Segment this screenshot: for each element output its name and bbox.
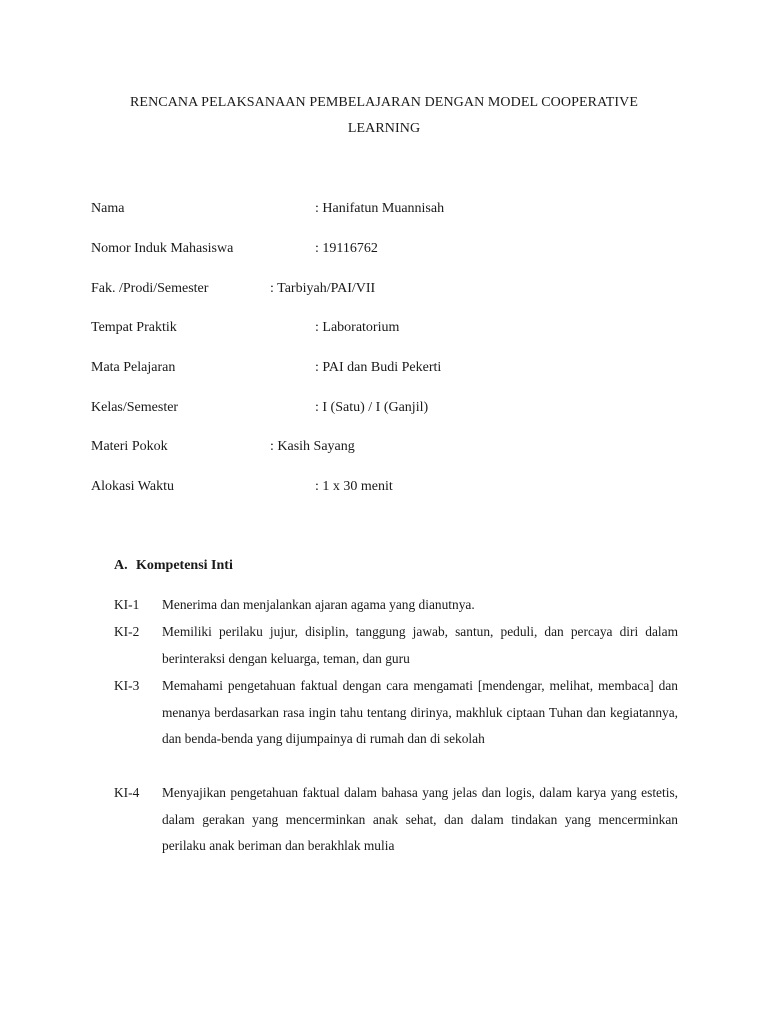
- ki-text: Menerima dan menjalankan ajaran agama yang dianutnya.: [162, 597, 475, 612]
- identity-value: : 19116762: [315, 241, 378, 256]
- ki-item: [114, 592, 678, 619]
- identity-value: : Hanifatun Muannisah: [315, 201, 445, 216]
- identity-value: : I (Satu) / I (Ganjil): [315, 400, 429, 415]
- identity-label: Fak. /Prodi/Semester: [91, 281, 209, 296]
- ki-text: Memahami pengetahuan faktual dengan cara mengamati [mendengar, melihat, membaca] dan menanya berdasarkan rasa ingin tahu tentang dirinya, makhluk ciptaan Tuhan dan kegiatannya, dan benda-benda yang dijumpainya di rumah dan di sekolah: [162, 678, 678, 746]
- document-title: [90, 90, 678, 142]
- identity-label: Kelas/Semester: [91, 400, 179, 415]
- title-line-1: RENCANA PELAKSANAAN PEMBELAJARAN DENGAN MODEL COOPERATIVE: [129, 95, 639, 110]
- ki-text: Menyajikan pengetahuan faktual dalam bahasa yang jelas dan logis, dalam karya yang estetis, dalam gerakan yang mencerminkan anak sehat, dan dalam tindakan yang mencerminkan perilaku anak beriman dan berakhlak mulia: [162, 785, 678, 853]
- section-heading-kompetensi-inti: [114, 556, 233, 576]
- identity-label: Tempat Praktik: [91, 320, 177, 335]
- identity-label: Mata Pelajaran: [91, 360, 176, 375]
- ki-code: KI-3: [114, 678, 140, 693]
- ki-item: [114, 780, 678, 860]
- identity-value: : PAI dan Budi Pekerti: [315, 360, 442, 375]
- ki-code: KI-2: [114, 624, 140, 639]
- ki-item: [114, 673, 678, 753]
- ki-item: [114, 619, 678, 672]
- ki-text: Memiliki perilaku jujur, disiplin, tanggung jawab, santun, peduli, dan percaya diri dalam berinteraksi dengan keluarga, teman, dan guru: [162, 624, 678, 666]
- identity-value: : 1 x 30 menit: [315, 479, 393, 494]
- identity-value: : Tarbiyah/PAI/VII: [270, 281, 376, 296]
- identity-value: : Kasih Sayang: [270, 439, 355, 454]
- identity-value: : Laboratorium: [315, 320, 400, 335]
- identity-label: Alokasi Waktu: [91, 479, 174, 494]
- title-line-2: LEARNING: [347, 121, 421, 136]
- section-title: Kompetensi Inti: [136, 558, 233, 573]
- ki-code: KI-4: [114, 785, 140, 800]
- identity-label: Nama: [91, 201, 125, 216]
- identity-label: Materi Pokok: [91, 439, 168, 454]
- identity-label: Nomor Induk Mahasiswa: [91, 241, 234, 256]
- section-letter: A.: [114, 558, 128, 573]
- ki-code: KI-1: [114, 597, 140, 612]
